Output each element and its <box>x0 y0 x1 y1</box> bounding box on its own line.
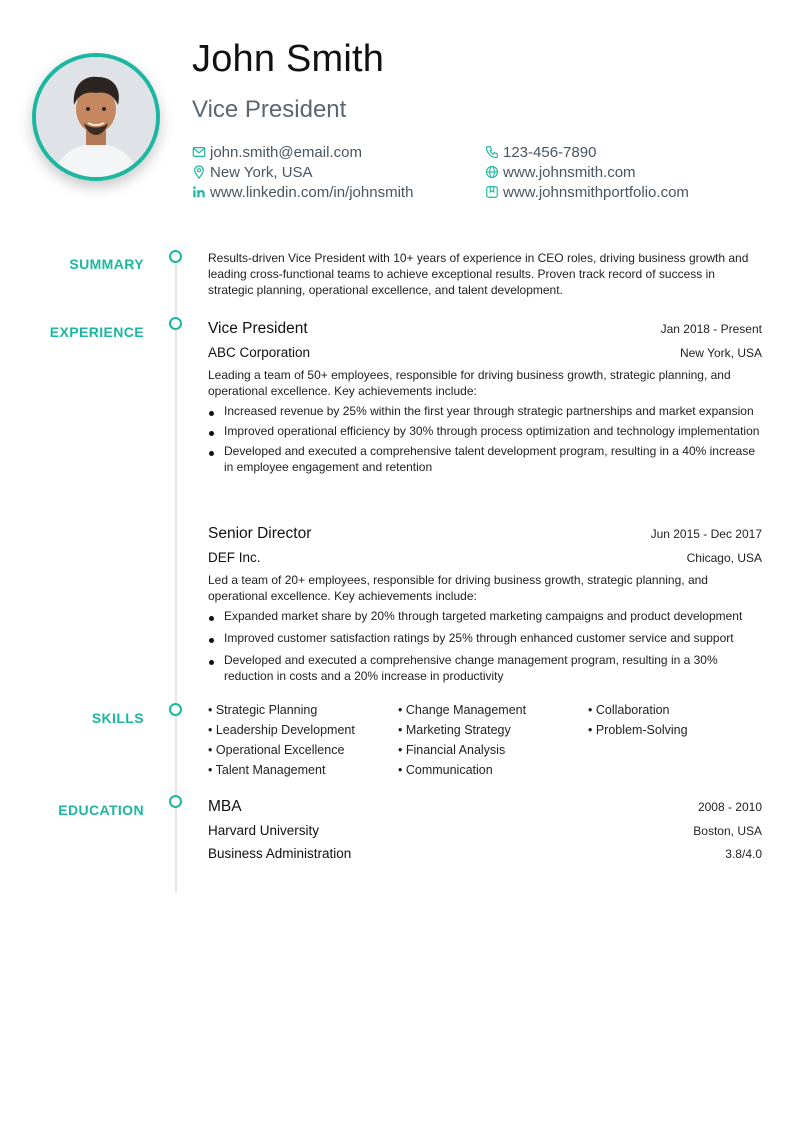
job-company: ABC Corporation <box>208 345 311 360</box>
job-description: Leading a team of 50+ employees, responsible for driving business growth, strategic planning, and operational excellence. Key achievements include: <box>208 368 731 398</box>
skill-item: • Problem-Solving <box>588 723 688 737</box>
education-degree: MBA <box>208 798 242 815</box>
job-header <box>208 525 762 543</box>
contact-portfolio[interactable] <box>485 182 689 202</box>
mail-icon <box>192 145 206 159</box>
education-header <box>208 798 762 816</box>
job-company-row <box>208 550 762 565</box>
skills-grid <box>208 703 768 783</box>
timeline-dot-summary <box>169 250 182 263</box>
job-title: Senior Director <box>208 525 312 542</box>
avatar-illustration <box>36 57 156 177</box>
summary-text: Results-driven Vice President with 10+ years of experience in CEO roles, driving business growth and leading cross-functional teams to achieve exceptional results. Proven track record of success in strategic planning, operational excellence, and talent development. <box>208 251 749 297</box>
skill-item <box>588 763 768 783</box>
skill-item: • Communication <box>398 763 493 777</box>
skill-item <box>588 743 768 763</box>
job-company-row <box>208 345 762 360</box>
education-school-row <box>208 823 762 838</box>
achievement-item: Expanded market share by 20% through targeted marketing campaigns and product development <box>208 608 762 624</box>
education-gpa: 3.8/4.0 <box>725 847 762 861</box>
skill-item: • Strategic Planning <box>208 703 318 717</box>
education-field: Business Administration <box>208 846 352 861</box>
job-location: Chicago, USA <box>686 551 762 565</box>
website-text: www.johnsmith.com <box>503 163 636 181</box>
achievement-item: Developed and executed a comprehensive talent development program, resulting in a 40% increase in employee engagement and retention <box>208 443 762 475</box>
section-label-education: EDUCATION <box>58 802 144 818</box>
education-location: Boston, USA <box>693 824 762 838</box>
job-dates: Jun 2015 - Dec 2017 <box>650 527 762 541</box>
portfolio-text: www.johnsmithportfolio.com <box>503 183 689 201</box>
achievement-item: Developed and executed a comprehensive change management program, resulting in a 30% reduction in costs and a 20% increase in productivity <box>208 652 762 684</box>
person-name: John Smith <box>192 38 385 80</box>
phone-icon <box>485 145 499 159</box>
job-description: Led a team of 20+ employees, responsible for driving business growth, strategic planning, and operational excellence. Key achievements include: <box>208 573 708 603</box>
timeline-dot-experience <box>169 317 182 330</box>
phone-text: 123-456-7890 <box>503 143 597 161</box>
skill-item: • Talent Management <box>208 763 326 777</box>
contact-linkedin[interactable] <box>192 182 413 202</box>
email-text: john.smith@email.com <box>210 143 362 161</box>
job-header <box>208 320 762 338</box>
contact-location <box>192 162 313 182</box>
contact-phone[interactable] <box>485 142 596 162</box>
timeline-dot-skills <box>169 703 182 716</box>
section-label-summary: SUMMARY <box>69 256 144 272</box>
contact-website[interactable] <box>485 162 636 182</box>
education-field-row <box>208 846 762 861</box>
linkedin-icon <box>192 185 206 199</box>
contact-email[interactable] <box>192 142 362 162</box>
job-company: DEF Inc. <box>208 550 261 565</box>
education-dates: 2008 - 2010 <box>697 800 762 814</box>
linkedin-text: www.linkedin.com/in/johnsmith <box>210 183 414 201</box>
globe-icon <box>485 165 499 179</box>
skill-item: • Financial Analysis <box>398 743 506 757</box>
achievement-item: Improved customer satisfaction ratings by 25% through enhanced customer service and support <box>208 630 762 646</box>
skill-item: • Change Management <box>398 703 527 717</box>
portfolio-bookmark-icon <box>485 185 499 199</box>
job-location: New York, USA <box>679 346 762 360</box>
achievement-item: Improved operational efficiency by 30% through process optimization and technology implementation <box>208 423 762 439</box>
skill-item: • Operational Excellence <box>208 743 345 757</box>
achievement-item: Increased revenue by 25% within the first year through strategic partnerships and market expansion <box>208 403 762 419</box>
job-dates: Jan 2018 - Present <box>660 322 762 336</box>
person-role: Vice President <box>192 96 347 123</box>
timeline-dot-education <box>169 795 182 808</box>
location-text: New York, USA <box>210 163 313 181</box>
section-label-experience: EXPERIENCE <box>49 324 144 340</box>
section-label-skills: SKILLS <box>91 710 144 726</box>
job-achievements <box>208 403 762 475</box>
skill-item: • Leadership Development <box>208 723 355 737</box>
skill-item: • Marketing Strategy <box>398 723 511 737</box>
job-title: Vice President <box>208 320 308 337</box>
job-achievements <box>208 608 762 684</box>
location-pin-icon <box>192 165 206 179</box>
profile-photo <box>32 53 160 181</box>
education-school: Harvard University <box>208 823 320 838</box>
skill-item: • Collaboration <box>588 703 670 717</box>
